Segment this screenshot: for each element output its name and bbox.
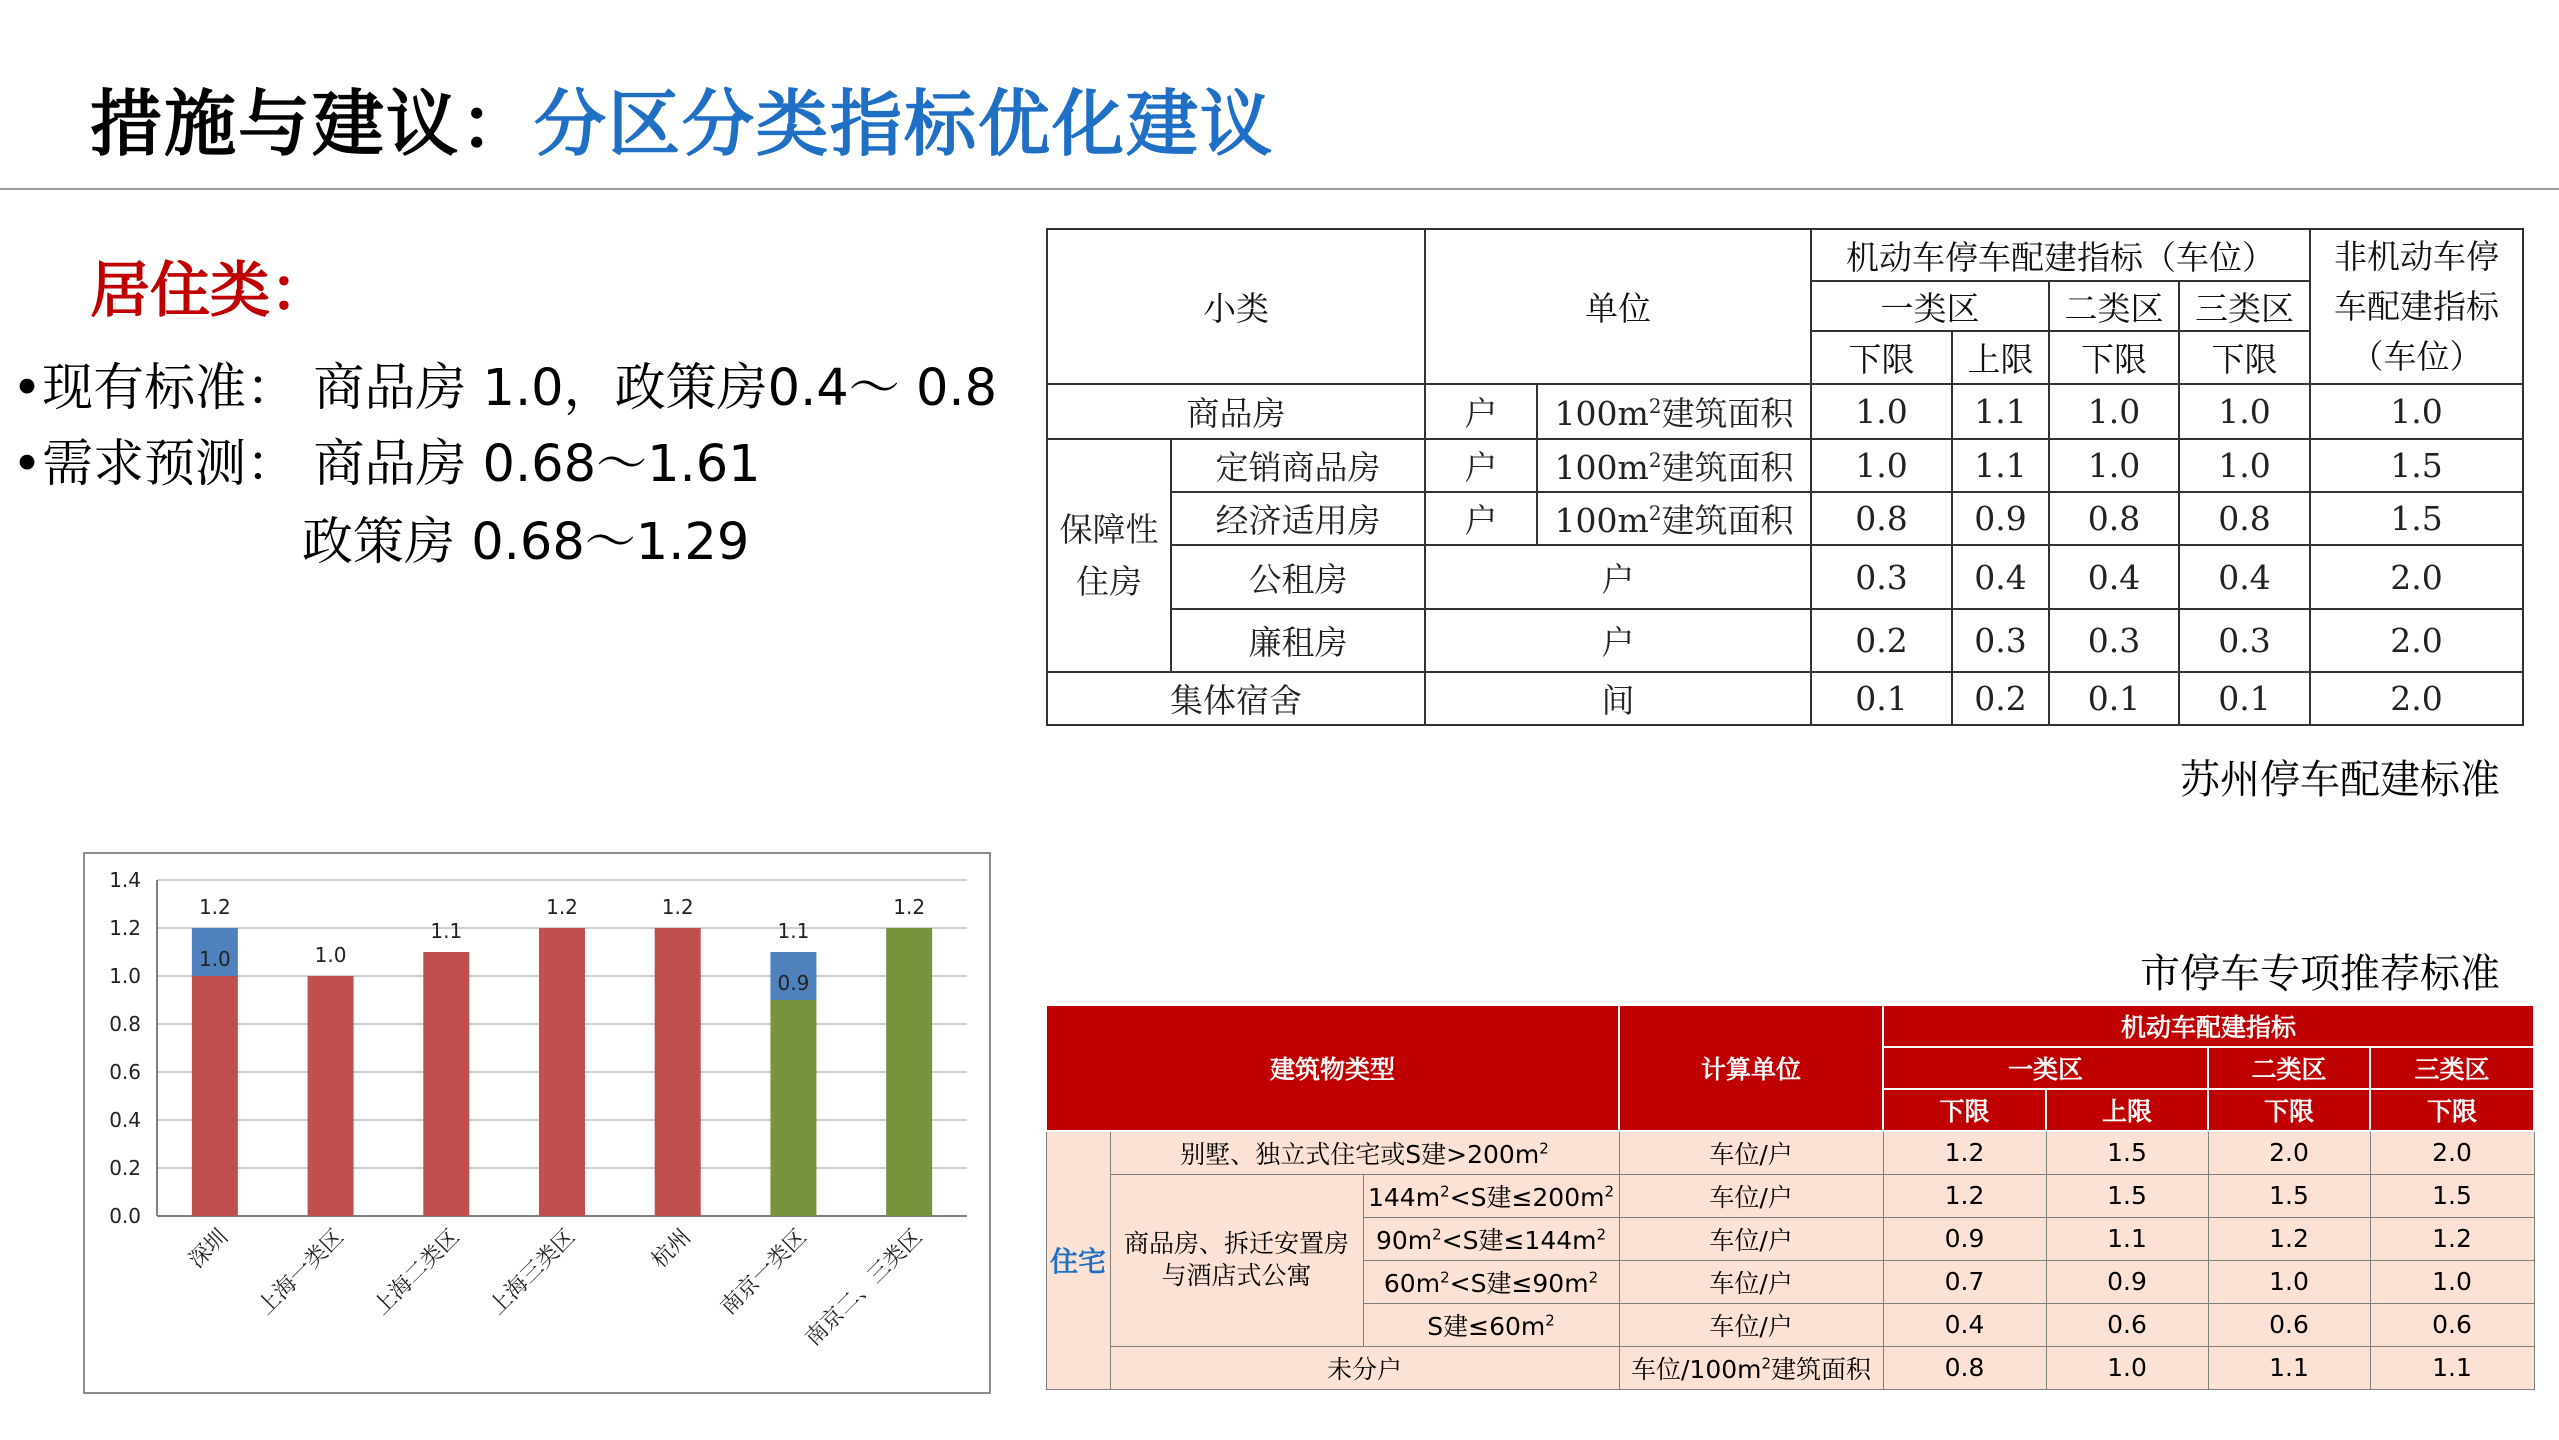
header-zone1: 一类区 <box>1811 281 2049 331</box>
row-label: $90m^2<S$建$\le 144m^2$ <box>1363 1217 1619 1260</box>
row-name: 商品房 <box>1047 384 1425 439</box>
residential-heading: 居住类： <box>90 256 330 326</box>
bullet-current-standard <box>12 346 997 420</box>
header-lower: 下限 <box>2179 331 2310 384</box>
cell-z3: 1.0 <box>2370 1260 2534 1303</box>
cell-z2: 0.8 <box>2049 492 2179 545</box>
cell-z2: 0.4 <box>2049 545 2179 609</box>
y-tick-label: 0.8 <box>109 1012 141 1036</box>
header-upper: 上限 <box>1952 331 2049 384</box>
data-label: 1.2 <box>661 895 694 919</box>
table-row <box>1047 384 2523 439</box>
x-tick-label: 杭州 <box>647 1224 696 1274</box>
y-tick-label: 0.0 <box>109 1204 141 1228</box>
cell-z1-low: 0.7 <box>1883 1260 2046 1303</box>
cell-z1-up: 1.5 <box>2046 1131 2208 1174</box>
bullet-text: 商品房 1.0，政策房0.4～ 0.8 <box>313 359 998 418</box>
bullet-demand-forecast <box>12 422 761 496</box>
title-main: 措施与建议： <box>90 82 535 166</box>
header-building-type: 建筑物类型 <box>1046 1005 1619 1131</box>
y-tick-label: 1.0 <box>109 964 141 988</box>
row-unit: 车位$/100m^2$建筑面积 <box>1619 1346 1883 1389</box>
cell-z3: 0.3 <box>2179 609 2310 672</box>
cell-z1-up: 0.9 <box>1952 492 2049 545</box>
bullet-label: •需求预测： <box>12 435 298 494</box>
bar <box>308 976 354 1216</box>
bar <box>770 1000 816 1216</box>
header-unit: 单位 <box>1425 229 1811 384</box>
y-tick-label: 0.6 <box>109 1060 141 1084</box>
cell-z3: 0.6 <box>2370 1303 2534 1346</box>
y-tick-label: 0.2 <box>109 1156 141 1180</box>
bar <box>886 928 932 1216</box>
group-label: 保障性 住房 <box>1047 439 1171 672</box>
cell-z2: 0.6 <box>2208 1303 2370 1346</box>
cell-z1-low: 0.2 <box>1811 609 1952 672</box>
cell-z1-up: 0.6 <box>2046 1303 2208 1346</box>
x-tick-label: 南京一类区 <box>716 1224 812 1321</box>
row-name: 公租房 <box>1171 545 1425 609</box>
data-label: 1.0 <box>314 943 347 967</box>
header-nonmotor-line: 车配建指标 <box>2334 286 2499 326</box>
header-nonmotor-line: 非机动车停 <box>2334 236 2499 276</box>
chart-svg <box>85 854 989 1392</box>
row-label: S建$\le 60m^2$ <box>1363 1303 1619 1346</box>
recommended-standard-table <box>1045 1004 2535 1390</box>
cell-z1-up: 1.1 <box>1952 439 2049 492</box>
header-lower: 下限 <box>1883 1089 2046 1131</box>
bullet-policy-housing <box>302 500 749 574</box>
header-motor-index: 机动车配建指标 <box>1883 1005 2534 1047</box>
row-name: 定销商品房 <box>1171 439 1425 492</box>
cell-z2: 0.3 <box>2049 609 2179 672</box>
data-label: 1.0 <box>198 947 231 971</box>
row-unit: 车位/户 <box>1619 1131 1883 1174</box>
bullet-text: 政策房 0.68～1.29 <box>302 513 750 572</box>
cell-z1-up: 1.1 <box>2046 1217 2208 1260</box>
x-tick-label: 深圳 <box>184 1224 234 1274</box>
cell-z1-up: 0.3 <box>1952 609 2049 672</box>
bar <box>192 976 238 1216</box>
data-label: 1.2 <box>893 895 926 919</box>
row-label: $60m^2<S$建$\le 90m^2$ <box>1363 1260 1619 1303</box>
cell-z3: 0.1 <box>2179 672 2310 725</box>
table-row <box>1046 1174 2534 1217</box>
title-sub: 分区分类指标优化建议 <box>534 82 1275 166</box>
row-unit: 车位/户 <box>1619 1303 1883 1346</box>
cell-nonmotor: 2.0 <box>2310 609 2523 672</box>
x-tick-label: 上海二类区 <box>369 1224 465 1321</box>
suzhou-table-caption: 苏州停车配建标准 <box>2180 757 2500 803</box>
row-unit-b: $100m^2$建筑面积 <box>1537 384 1811 439</box>
subgroup-label: 商品房、拆迁安置房 与酒店式公寓 <box>1110 1174 1363 1346</box>
data-label: 1.2 <box>198 895 231 919</box>
cell-z2: 1.0 <box>2049 384 2179 439</box>
table-row <box>1047 672 2523 725</box>
group-residential: 住宅 <box>1046 1131 1110 1389</box>
row-name: 廉租房 <box>1171 609 1425 672</box>
header-zone2: 二类区 <box>2208 1047 2370 1089</box>
cell-nonmotor: 2.0 <box>2310 672 2523 725</box>
header-category: 小类 <box>1047 229 1425 384</box>
row-unit-b: $100m^2$建筑面积 <box>1537 492 1811 545</box>
cell-z3: 1.5 <box>2370 1174 2534 1217</box>
bar <box>539 928 585 1216</box>
row-label: $144m^2<S$建$\le 200m^2$ <box>1363 1174 1619 1217</box>
cell-nonmotor: 2.0 <box>2310 545 2523 609</box>
header-zone3: 三类区 <box>2179 281 2310 331</box>
header-lower: 下限 <box>2049 331 2179 384</box>
header-calc-unit: 计算单位 <box>1619 1005 1883 1131</box>
cell-z2: 1.0 <box>2049 439 2179 492</box>
header-lower: 下限 <box>2208 1089 2370 1131</box>
table-row <box>1047 609 2523 672</box>
cell-nonmotor: 1.0 <box>2310 384 2523 439</box>
title-divider <box>0 188 2559 190</box>
header-zone3: 三类区 <box>2370 1047 2534 1089</box>
header-upper: 上限 <box>2046 1089 2208 1131</box>
row-unit: 车位/户 <box>1619 1217 1883 1260</box>
y-tick-label: 1.2 <box>109 916 141 940</box>
cell-z1-low: 0.9 <box>1883 1217 2046 1260</box>
y-tick-label: 1.4 <box>109 868 141 892</box>
cell-z2: 2.0 <box>2208 1131 2370 1174</box>
cell-z3: 0.4 <box>2179 545 2310 609</box>
data-label: 1.1 <box>777 919 810 943</box>
bullet-text: 商品房 0.68～1.61 <box>313 435 761 494</box>
x-tick-label: 上海一类区 <box>253 1224 349 1321</box>
bullet-label: •现有标准： <box>12 359 298 418</box>
cell-z1-low: 0.3 <box>1811 545 1952 609</box>
header-zone1: 一类区 <box>1883 1047 2208 1089</box>
cell-z1-up: 1.5 <box>2046 1174 2208 1217</box>
row-unit: 户 <box>1425 545 1811 609</box>
y-tick-label: 0.4 <box>109 1108 141 1132</box>
bar <box>655 928 701 1216</box>
cell-z1-low: 0.4 <box>1883 1303 2046 1346</box>
table-row <box>1047 492 2523 545</box>
cell-z3: 0.8 <box>2179 492 2310 545</box>
row-unit-a: 户 <box>1425 492 1537 545</box>
cell-z1-low: 1.2 <box>1883 1174 2046 1217</box>
row-name: 经济适用房 <box>1171 492 1425 545</box>
row-unit: 户 <box>1425 609 1811 672</box>
header-lower: 下限 <box>2370 1089 2534 1131</box>
suzhou-standard-table <box>1046 228 2524 726</box>
table-row <box>1046 1346 2534 1389</box>
table-row <box>1046 1131 2534 1174</box>
row-unit: 车位/户 <box>1619 1260 1883 1303</box>
parking-index-chart <box>83 852 991 1394</box>
row-unit-b: $100m^2$建筑面积 <box>1537 439 1811 492</box>
cell-z1-low: 1.0 <box>1811 384 1952 439</box>
table-row <box>1047 439 2523 492</box>
row-unit: 间 <box>1425 672 1811 725</box>
cell-z3: 2.0 <box>2370 1131 2534 1174</box>
data-label: 1.1 <box>430 919 463 943</box>
cell-z2: 0.1 <box>2049 672 2179 725</box>
cell-z2: 1.1 <box>2208 1346 2370 1389</box>
cell-z1-low: 0.8 <box>1883 1346 2046 1389</box>
cell-z1-up: 1.0 <box>2046 1346 2208 1389</box>
cell-z1-up: 1.1 <box>1952 384 2049 439</box>
cell-z2: 1.0 <box>2208 1260 2370 1303</box>
header-zone2: 二类区 <box>2049 281 2179 331</box>
cell-z2: 1.5 <box>2208 1174 2370 1217</box>
header-nonmotor <box>2310 229 2523 384</box>
cell-z3: 1.0 <box>2179 384 2310 439</box>
row-unit-a: 户 <box>1425 439 1537 492</box>
data-label: 0.9 <box>777 971 810 995</box>
header-lower: 下限 <box>1811 331 1952 384</box>
row-unit-a: 户 <box>1425 384 1537 439</box>
row-label: 未分户 <box>1110 1346 1619 1389</box>
cell-z1-low: 0.8 <box>1811 492 1952 545</box>
bar <box>423 952 469 1216</box>
cell-z1-up: 0.9 <box>2046 1260 2208 1303</box>
cell-z2: 1.2 <box>2208 1217 2370 1260</box>
cell-z1-low: 1.2 <box>1883 1131 2046 1174</box>
table-row <box>1047 545 2523 609</box>
page-title <box>90 66 1274 170</box>
cell-z1-low: 1.0 <box>1811 439 1952 492</box>
data-label: 1.2 <box>546 895 578 919</box>
cell-nonmotor: 1.5 <box>2310 492 2523 545</box>
cell-z1-up: 0.2 <box>1952 672 2049 725</box>
cell-z1-low: 0.1 <box>1811 672 1952 725</box>
x-tick-label: 南京二、三类区 <box>800 1224 928 1352</box>
cell-z3: 1.1 <box>2370 1346 2534 1389</box>
row-unit: 车位/户 <box>1619 1174 1883 1217</box>
cell-nonmotor: 1.5 <box>2310 439 2523 492</box>
rec-table-caption: 市停车专项推荐标准 <box>2140 951 2500 997</box>
cell-z3: 1.2 <box>2370 1217 2534 1260</box>
row-label: 别墅、独立式住宅或S建$>200m^2$ <box>1110 1131 1619 1174</box>
x-tick-label: 上海三类区 <box>484 1224 581 1321</box>
cell-z1-up: 0.4 <box>1952 545 2049 609</box>
cell-z3: 1.0 <box>2179 439 2310 492</box>
row-name: 集体宿舍 <box>1047 672 1425 725</box>
header-motor: 机动车停车配建指标（车位） <box>1811 229 2310 281</box>
header-nonmotor-line: （车位） <box>2350 336 2483 376</box>
